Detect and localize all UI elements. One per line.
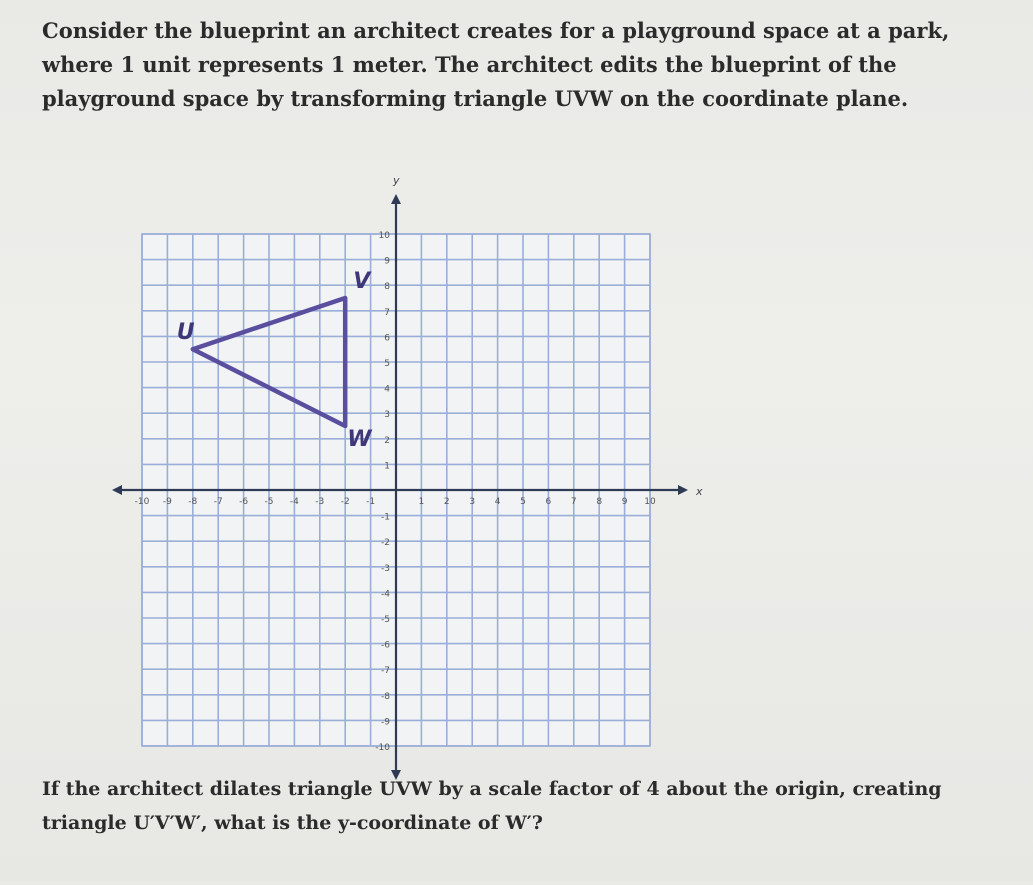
x-tick-label: -9 bbox=[162, 497, 172, 507]
y-tick-label: -8 bbox=[381, 691, 390, 702]
y-tick-label: 3 bbox=[384, 410, 390, 421]
x-tick-label: 2 bbox=[443, 497, 450, 507]
x-tick-label: 10 bbox=[644, 497, 656, 507]
x-axis-arrow-right-icon bbox=[678, 485, 688, 495]
y-tick-label: 8 bbox=[384, 282, 390, 293]
y-tick-label: -10 bbox=[375, 743, 390, 753]
y-tick-label: -7 bbox=[381, 666, 390, 677]
x-tick-label: -2 bbox=[340, 497, 350, 507]
problem-intro: Consider the blueprint an architect creates for a playground space at a park, where 1 unit represents 1 meter. The architect edits the blueprint of the playground space by transforming triangle UVW on the coordinate plane. bbox=[42, 18, 950, 111]
x-tick-label: 5 bbox=[520, 497, 526, 507]
vertex-label-u: U bbox=[176, 320, 195, 346]
x-tick-label: 6 bbox=[545, 497, 552, 507]
y-tick-label: 10 bbox=[378, 231, 390, 241]
y-tick-label: 5 bbox=[384, 359, 390, 369]
y-axis-label: y bbox=[393, 174, 400, 187]
x-tick-label: 4 bbox=[494, 497, 501, 507]
x-tick-label: 9 bbox=[621, 497, 628, 507]
x-tick-label: -8 bbox=[188, 497, 198, 507]
y-tick-label: 1 bbox=[384, 461, 390, 472]
x-tick-label: -1 bbox=[366, 497, 376, 507]
x-tick-label: 3 bbox=[469, 497, 476, 507]
x-tick-label: -7 bbox=[213, 497, 223, 507]
x-tick-label: 7 bbox=[570, 497, 577, 507]
x-axis-label: x bbox=[696, 485, 703, 498]
x-tick-label: 1 bbox=[418, 497, 425, 507]
y-axis-arrow-up-icon bbox=[391, 194, 401, 204]
y-tick-label: 2 bbox=[384, 435, 390, 446]
x-tick-label: 8 bbox=[596, 497, 603, 507]
question-text: If the architect dilates triangle UVW by a scale factor of 4 about the origin, creating triangle U′V′W′, what is the y-coordinate of W′? bbox=[42, 778, 942, 834]
vertex-label-w: W bbox=[347, 427, 372, 452]
y-tick-label: -2 bbox=[381, 538, 390, 549]
x-tick-label: -4 bbox=[289, 497, 299, 507]
y-tick-label: 4 bbox=[384, 384, 390, 395]
y-tick-label: -4 bbox=[381, 589, 390, 600]
x-axis-arrow-left-icon bbox=[112, 485, 122, 495]
y-tick-label: 7 bbox=[384, 307, 390, 318]
y-tick-label: -5 bbox=[381, 615, 390, 625]
y-tick-label: 9 bbox=[384, 256, 390, 267]
y-tick-label: -6 bbox=[381, 640, 390, 651]
y-tick-label: -9 bbox=[381, 717, 390, 728]
y-tick-label: -1 bbox=[381, 512, 390, 523]
y-tick-label: -3 bbox=[381, 563, 390, 574]
vertex-label-v: V bbox=[353, 269, 371, 294]
x-tick-label: -3 bbox=[315, 497, 325, 507]
y-tick-label: 6 bbox=[384, 333, 390, 344]
x-tick-label: -5 bbox=[264, 497, 274, 507]
x-tick-label: -10 bbox=[134, 497, 150, 507]
x-tick-label: -6 bbox=[239, 497, 249, 507]
